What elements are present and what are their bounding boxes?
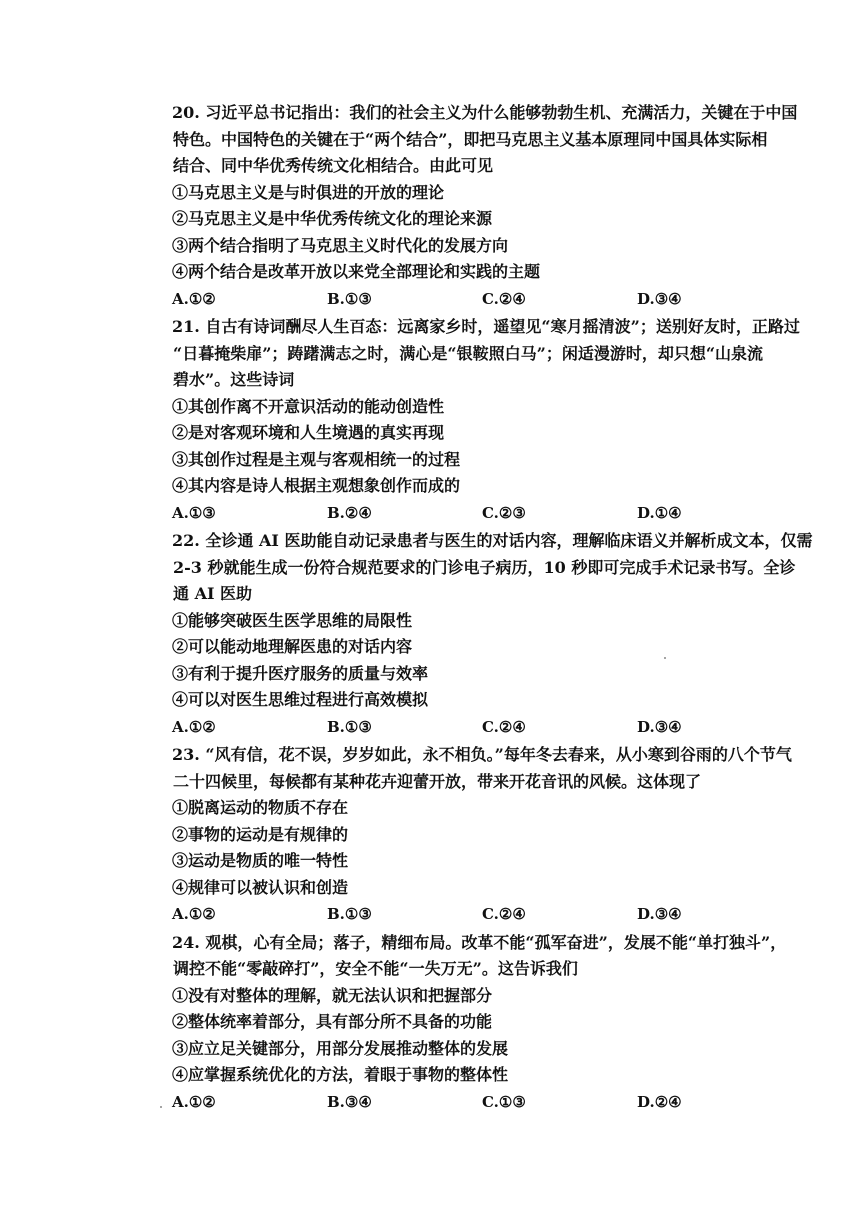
choice-c: C.②③ [482, 503, 526, 522]
choice-b: B.①③ [327, 289, 372, 308]
scan-speck [664, 657, 666, 659]
question-stem [172, 528, 813, 608]
question-21 [172, 314, 800, 526]
stem-line: 调控不能“零敲碎打”，安全不能“一失万无”。这告诉我们 [173, 959, 578, 978]
answer-choices [172, 500, 792, 527]
stem-line: 特色。中国特色的关键在于“两个结合”，即把马克思主义基本原理同中国具体实际相 [173, 129, 768, 149]
choice-a: A.①② [172, 1092, 216, 1111]
statement-4: ④可以对医生思维过程进行高效模拟 [172, 690, 429, 709]
choice-c: C.②④ [482, 717, 526, 736]
choice-a: A.①② [172, 717, 216, 736]
choice-c: C.②④ [482, 289, 526, 308]
answer-choices [172, 286, 792, 313]
stem-line: “日暮掩柴扉”；踌躇满志之时，满心是“银鞍照白马”；闲适漫游时，却只想“山泉流 [173, 343, 764, 363]
question-23 [172, 742, 792, 928]
choice-a: A.①③ [172, 503, 216, 522]
statement-3: ③其创作过程是主观与客观相统一的过程 [172, 449, 461, 469]
statement-3: ③两个结合指明了马克思主义时代化的发展方向 [172, 235, 509, 255]
question-24 [172, 930, 792, 1116]
question-stem [172, 100, 798, 180]
choice-b: B.①③ [327, 717, 372, 736]
stem-line: 结合、同中华优秀传统文化相结合。由此可见 [173, 156, 494, 175]
statement-1: ①没有对整体的理解，就无法认识和把握部分 [172, 985, 493, 1005]
stem-line: 2-3 秒就能生成一份符合规范要求的门诊电子病历，10 秒即可完成手术记录书写。全诊 [173, 557, 796, 577]
choice-d: D.③④ [637, 905, 682, 923]
stem-line: 碧水”。这些诗词 [173, 370, 295, 389]
choice-d: D.②④ [637, 1092, 682, 1111]
answer-choices [172, 714, 792, 741]
question-20 [172, 100, 798, 312]
stem-line: 20. 习近平总书记指出：我们的社会主义为什么能够勃勃生机、充满活力，关键在于中国 [172, 103, 798, 122]
scan-speck [160, 1106, 162, 1108]
statement-3: ③运动是物质的唯一特性 [172, 851, 349, 870]
statement-3: ③有利于提升医疗服务的质量与效率 [172, 663, 429, 683]
question-stem [172, 930, 792, 983]
choice-d: D.③④ [637, 289, 682, 308]
question-stem [172, 742, 792, 795]
question-stem [172, 314, 800, 394]
choice-b: B.②④ [327, 503, 372, 522]
statement-2: ②可以能动地理解医患的对话内容 [172, 637, 413, 656]
choice-d: D.③④ [637, 717, 682, 736]
choice-b: B.③④ [327, 1092, 372, 1111]
question-22 [172, 528, 813, 740]
statement-2: ②整体统率着部分，具有部分所不具备的功能 [172, 1012, 493, 1031]
choice-a: A.①② [172, 289, 216, 308]
stem-line: 二十四候里，每候都有某种花卉迎蕾开放，带来开花音讯的风候。这体现了 [173, 771, 702, 791]
statement-2: ②马克思主义是中华优秀传统文化的理论来源 [172, 209, 493, 228]
stem-line: 22. 全诊通 AI 医助能自动记录患者与医生的对话内容，理解临床语义并解析成文本，仅需 [172, 531, 813, 550]
statement-4: ④规律可以被认识和创造 [172, 877, 349, 897]
statement-1: ①其创作离不开意识活动的能动创造性 [172, 396, 445, 416]
choice-d: D.①④ [637, 503, 682, 522]
stem-line: 24. 观棋，心有全局；落子，精细布局。改革不能“孤军奋进”，发展不能“单打独斗”， [172, 932, 787, 952]
statement-1: ①马克思主义是与时俱进的开放的理论 [172, 182, 445, 202]
stem-line: 21. 自古有诗词酬尽人生百态：远离家乡时，遥望见“寒月摇清波”；送别好友时，正路过 [172, 317, 800, 336]
stem-line: 23. “风有信，花不误，岁岁如此，永不相负。”每年冬去春来，从小寒到谷雨的八个节气 [172, 745, 792, 764]
statement-2: ②事物的运动是有规律的 [172, 824, 349, 844]
statement-1: ①脱离运动的物质不存在 [172, 798, 349, 817]
stem-line: 通 AI 医助 [173, 584, 253, 603]
statement-1: ①能够突破医生医学思维的局限性 [172, 610, 413, 630]
choice-c: C.②④ [482, 905, 526, 923]
question-list [172, 100, 813, 1117]
answer-choices [172, 901, 792, 928]
statement-4: ④两个结合是改革开放以来党全部理论和实践的主题 [172, 262, 541, 281]
statement-4: ④应掌握系统优化的方法，着眼于事物的整体性 [172, 1065, 509, 1084]
choice-a: A.①② [172, 905, 216, 923]
statement-4: ④其内容是诗人根据主观想象创作而成的 [172, 476, 461, 495]
answer-choices [172, 1089, 792, 1116]
choice-c: C.①③ [482, 1092, 526, 1111]
statement-3: ③应立足关键部分，用部分发展推动整体的发展 [172, 1038, 509, 1058]
choice-b: B.①③ [327, 905, 372, 923]
statement-2: ②是对客观环境和人生境遇的真实再现 [172, 423, 445, 442]
